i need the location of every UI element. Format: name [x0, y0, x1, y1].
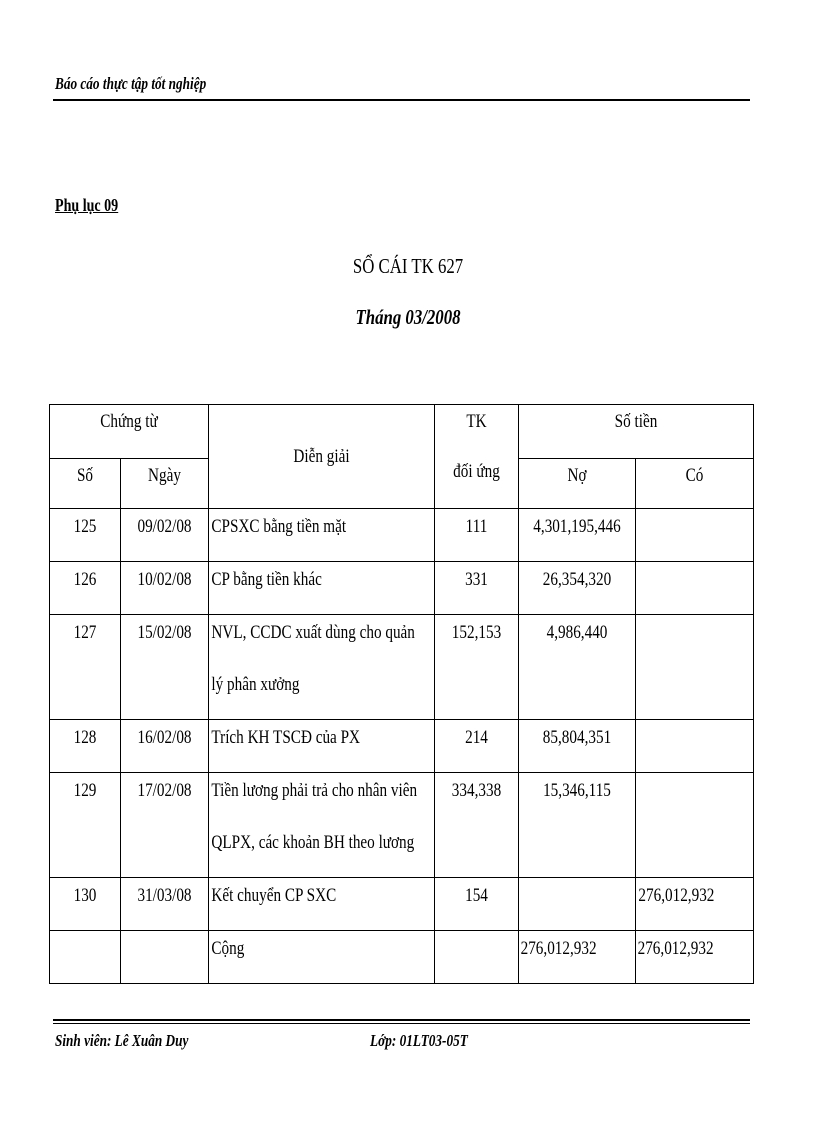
- description-cell: CP bằng tiền khác: [209, 562, 435, 615]
- debit-header: Nợ: [519, 459, 636, 509]
- empty-cell: [50, 931, 121, 984]
- header-divider: [53, 99, 750, 101]
- contra-account: 111: [435, 509, 519, 562]
- ledger-table: [49, 404, 754, 984]
- description-header: Diễn giải: [209, 405, 435, 509]
- voucher-date: 10/02/08: [121, 562, 209, 615]
- empty-cell: [121, 931, 209, 984]
- debit-amount: 85,804,351: [519, 720, 636, 773]
- voucher-date: 31/03/08: [121, 878, 209, 931]
- voucher-date: 16/02/08: [121, 720, 209, 773]
- credit-amount: [636, 615, 754, 720]
- contra-account: 334,338: [435, 773, 519, 878]
- description-cell: NVL, CCDC xuất dùng cho quản lý phân xưởng: [209, 615, 435, 720]
- voucher-number: 129: [50, 773, 121, 878]
- student-name: Sinh viên: Lê Xuân Duy: [55, 1031, 189, 1050]
- total-debit: 276,012,932: [519, 931, 636, 984]
- debit-amount: [519, 878, 636, 931]
- footer-divider-thin: [53, 1023, 750, 1024]
- debit-amount: 15,346,115: [519, 773, 636, 878]
- contra-account: 154: [435, 878, 519, 931]
- description-cell: Kết chuyển CP SXC: [209, 878, 435, 931]
- voucher-date: 17/02/08: [121, 773, 209, 878]
- credit-amount: [636, 509, 754, 562]
- contra-account: 152,153: [435, 615, 519, 720]
- credit-amount: [636, 720, 754, 773]
- empty-cell: [435, 931, 519, 984]
- appendix-label: Phụ lục 09: [55, 195, 119, 215]
- total-label: Cộng: [209, 931, 435, 984]
- voucher-date: 09/02/08: [121, 509, 209, 562]
- date-header: Ngày: [121, 459, 209, 509]
- description-cell: CPSXC bằng tiền mặt: [209, 509, 435, 562]
- table-row: [50, 773, 754, 878]
- credit-amount: [636, 562, 754, 615]
- credit-amount: 276,012,932: [636, 878, 754, 931]
- table-row: [50, 509, 754, 562]
- description-cell: Trích KH TSCĐ của PX: [209, 720, 435, 773]
- voucher-date: 15/02/08: [121, 615, 209, 720]
- contra-account: 214: [435, 720, 519, 773]
- table-row: [50, 720, 754, 773]
- total-credit: 276,012,932: [636, 931, 754, 984]
- credit-header: Có: [636, 459, 754, 509]
- table-row: [50, 615, 754, 720]
- voucher-header: Chứng từ: [50, 405, 209, 459]
- voucher-number: 128: [50, 720, 121, 773]
- debit-amount: 26,354,320: [519, 562, 636, 615]
- voucher-number: 126: [50, 562, 121, 615]
- amount-header: Số tiền: [519, 405, 754, 459]
- debit-amount: 4,301,195,446: [519, 509, 636, 562]
- table-row: [50, 878, 754, 931]
- voucher-number: 125: [50, 509, 121, 562]
- account-header: TK đối ứng: [435, 405, 519, 509]
- class-code: Lớp: 01LT03-05T: [370, 1031, 468, 1050]
- footer-divider: [53, 1019, 750, 1021]
- voucher-number: 130: [50, 878, 121, 931]
- voucher-number: 127: [50, 615, 121, 720]
- ledger-period: Tháng 03/2008: [355, 305, 461, 329]
- contra-account: 331: [435, 562, 519, 615]
- ledger-title: SỔ CÁI TK 627: [352, 254, 464, 278]
- number-header: Số: [50, 459, 121, 509]
- table-row: [50, 562, 754, 615]
- description-cell: Tiền lương phải trả cho nhân viên QLPX, các khoản BH theo lương: [209, 773, 435, 878]
- report-header: Báo cáo thực tập tốt nghiệp: [55, 74, 207, 93]
- debit-amount: 4,986,440: [519, 615, 636, 720]
- credit-amount: [636, 773, 754, 878]
- total-row: [50, 931, 754, 984]
